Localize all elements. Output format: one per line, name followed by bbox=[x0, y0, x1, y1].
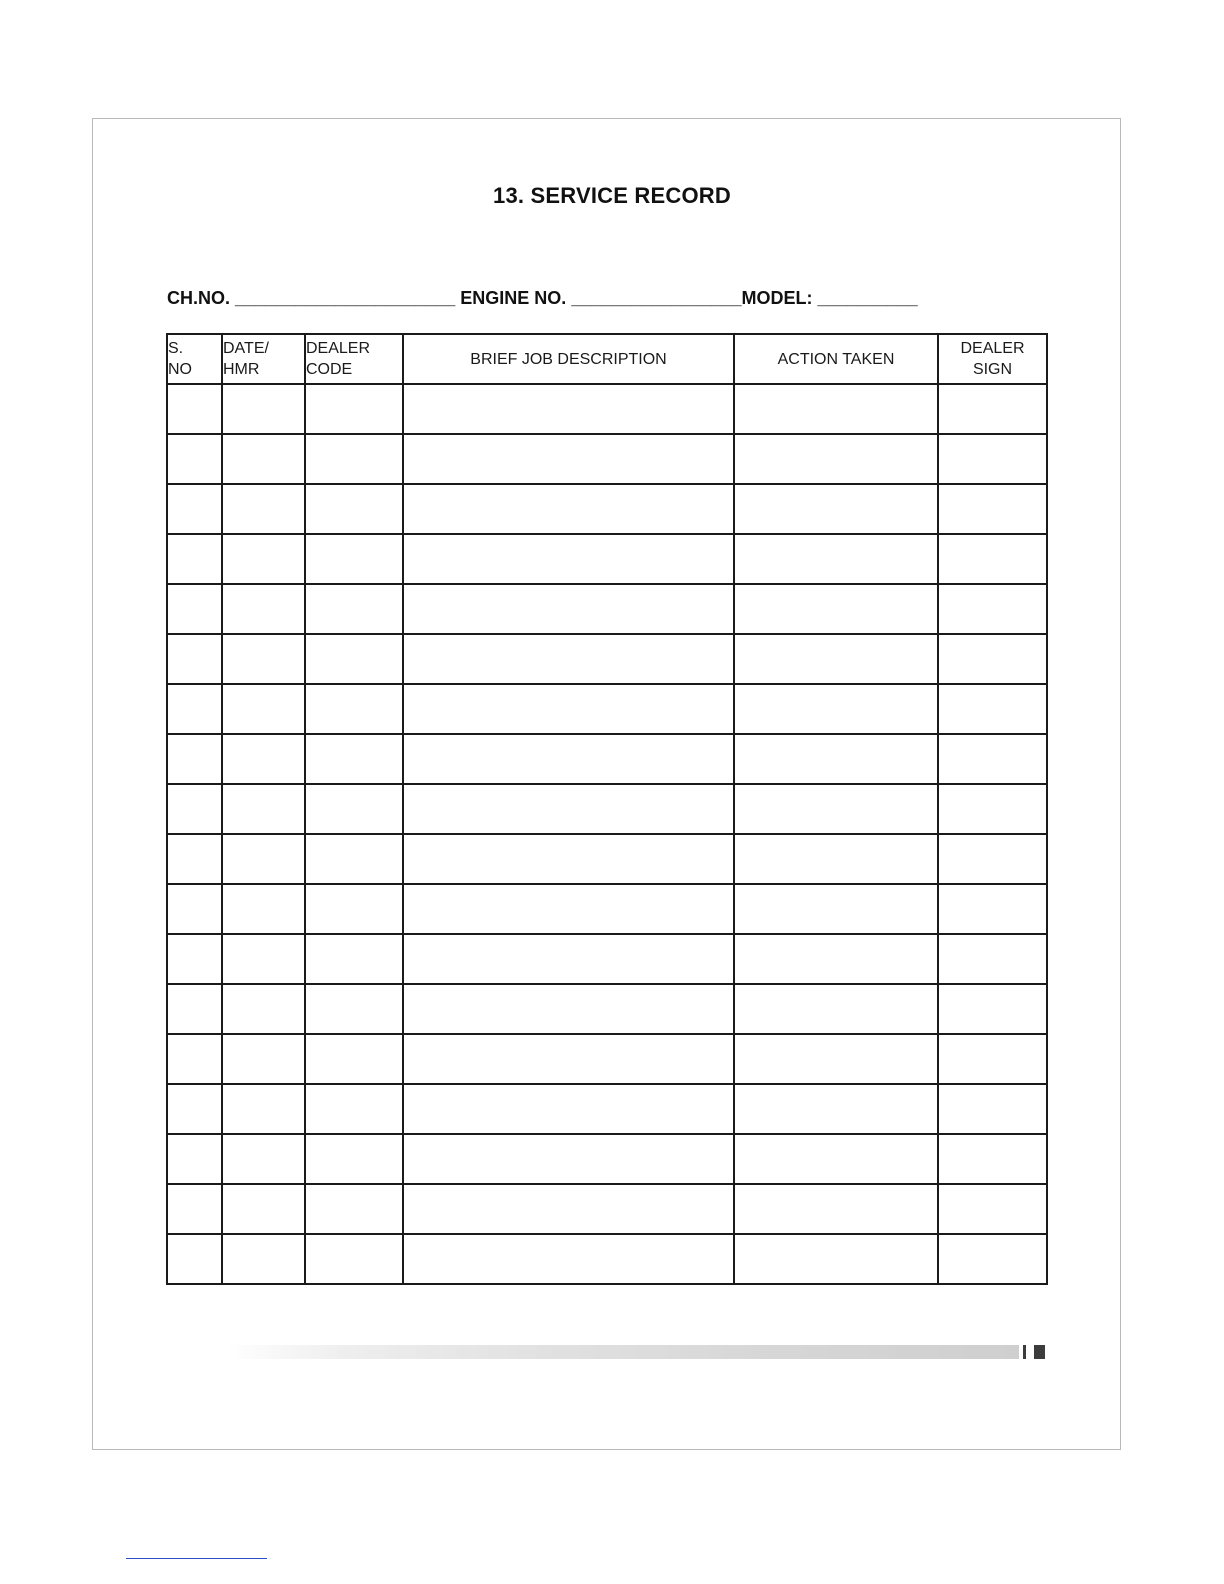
cell-action-taken[interactable] bbox=[734, 684, 938, 734]
footer-bar-mark bbox=[1034, 1345, 1045, 1359]
cell-dealer-code[interactable] bbox=[305, 684, 403, 734]
cell-date-hmr[interactable] bbox=[222, 934, 305, 984]
cell-s-no[interactable] bbox=[167, 584, 222, 634]
cell-date-hmr[interactable] bbox=[222, 734, 305, 784]
cell-dealer-code[interactable] bbox=[305, 584, 403, 634]
cell-dealer-code[interactable] bbox=[305, 384, 403, 434]
cell-date-hmr[interactable] bbox=[222, 584, 305, 634]
cell-dealer-code[interactable] bbox=[305, 534, 403, 584]
cell-s-no[interactable] bbox=[167, 684, 222, 734]
cell-dealer-sign[interactable] bbox=[938, 384, 1047, 434]
header-fields bbox=[167, 288, 1047, 309]
column-header-date-hmr: DATE/ HMR bbox=[222, 334, 305, 384]
cell-s-no[interactable] bbox=[167, 384, 222, 434]
cell-date-hmr[interactable] bbox=[222, 484, 305, 534]
table-row bbox=[167, 434, 1047, 484]
table-row bbox=[167, 984, 1047, 1034]
ch-no-label: CH.NO. bbox=[167, 288, 230, 308]
cell-action-taken[interactable] bbox=[734, 834, 938, 884]
column-header-dealer-sign: DEALER SIGN bbox=[938, 334, 1047, 384]
engine-no-field[interactable]: _________________ bbox=[571, 288, 742, 308]
table-body bbox=[167, 384, 1047, 1284]
table-row bbox=[167, 1034, 1047, 1084]
column-header-dealer-code: DEALER CODE bbox=[305, 334, 403, 384]
cell-s-no[interactable] bbox=[167, 1134, 222, 1184]
cell-action-taken[interactable] bbox=[734, 784, 938, 834]
cell-s-no[interactable] bbox=[167, 884, 222, 934]
cell-action-taken[interactable] bbox=[734, 384, 938, 434]
cell-dealer-code[interactable] bbox=[305, 1184, 403, 1234]
cell-description[interactable] bbox=[403, 1084, 734, 1134]
table-row bbox=[167, 884, 1047, 934]
cell-description[interactable] bbox=[403, 984, 734, 1034]
cell-dealer-sign[interactable] bbox=[938, 634, 1047, 684]
cell-dealer-sign[interactable] bbox=[938, 584, 1047, 634]
model-field[interactable]: __________ bbox=[817, 288, 918, 308]
cell-date-hmr[interactable] bbox=[222, 684, 305, 734]
cell-action-taken[interactable] bbox=[734, 734, 938, 784]
cell-s-no[interactable] bbox=[167, 634, 222, 684]
cell-dealer-code[interactable] bbox=[305, 834, 403, 884]
ch-no-field[interactable]: ______________________ bbox=[235, 288, 456, 308]
cell-date-hmr[interactable] bbox=[222, 534, 305, 584]
cell-description[interactable] bbox=[403, 1134, 734, 1184]
cell-date-hmr[interactable] bbox=[222, 1134, 305, 1184]
footer-gradient-bar bbox=[226, 1345, 1019, 1359]
table-row bbox=[167, 684, 1047, 734]
cell-s-no[interactable] bbox=[167, 734, 222, 784]
cell-date-hmr[interactable] bbox=[222, 884, 305, 934]
cell-dealer-sign[interactable] bbox=[938, 784, 1047, 834]
cell-dealer-sign[interactable] bbox=[938, 984, 1047, 1034]
cell-description[interactable] bbox=[403, 784, 734, 834]
table-row bbox=[167, 934, 1047, 984]
cell-action-taken[interactable] bbox=[734, 984, 938, 1034]
cell-action-taken[interactable] bbox=[734, 1034, 938, 1084]
cell-dealer-sign[interactable] bbox=[938, 1134, 1047, 1184]
cell-action-taken[interactable] bbox=[734, 634, 938, 684]
cell-action-taken[interactable] bbox=[734, 1134, 938, 1184]
cell-dealer-code[interactable] bbox=[305, 1234, 403, 1284]
cell-dealer-code[interactable] bbox=[305, 934, 403, 984]
cell-dealer-code[interactable] bbox=[305, 1034, 403, 1084]
cell-description[interactable] bbox=[403, 484, 734, 534]
column-header-description: BRIEF JOB DESCRIPTION bbox=[403, 334, 734, 384]
cell-s-no[interactable] bbox=[167, 984, 222, 1034]
cell-description[interactable] bbox=[403, 684, 734, 734]
cell-dealer-sign[interactable] bbox=[938, 1234, 1047, 1284]
cell-description[interactable] bbox=[403, 934, 734, 984]
cell-date-hmr[interactable] bbox=[222, 1084, 305, 1134]
footer-bar-mark bbox=[1023, 1345, 1026, 1359]
cell-description[interactable] bbox=[403, 634, 734, 684]
cell-action-taken[interactable] bbox=[734, 934, 938, 984]
cell-dealer-sign[interactable] bbox=[938, 1034, 1047, 1084]
footer-underline bbox=[126, 1558, 267, 1559]
cell-dealer-sign[interactable] bbox=[938, 934, 1047, 984]
engine-no-label: ENGINE NO. bbox=[460, 288, 567, 308]
table-row bbox=[167, 1134, 1047, 1184]
cell-date-hmr[interactable] bbox=[222, 1184, 305, 1234]
cell-s-no[interactable] bbox=[167, 834, 222, 884]
cell-dealer-code[interactable] bbox=[305, 484, 403, 534]
cell-description[interactable] bbox=[403, 434, 734, 484]
table-header-row bbox=[167, 334, 1047, 384]
cell-date-hmr[interactable] bbox=[222, 834, 305, 884]
cell-dealer-sign[interactable] bbox=[938, 534, 1047, 584]
cell-s-no[interactable] bbox=[167, 784, 222, 834]
service-record-table bbox=[166, 333, 1048, 1285]
cell-dealer-code[interactable] bbox=[305, 984, 403, 1034]
cell-date-hmr[interactable] bbox=[222, 434, 305, 484]
cell-dealer-code[interactable] bbox=[305, 434, 403, 484]
cell-dealer-code[interactable] bbox=[305, 1134, 403, 1184]
cell-action-taken[interactable] bbox=[734, 534, 938, 584]
cell-action-taken[interactable] bbox=[734, 1084, 938, 1134]
cell-action-taken[interactable] bbox=[734, 1184, 938, 1234]
cell-dealer-sign[interactable] bbox=[938, 734, 1047, 784]
cell-action-taken[interactable] bbox=[734, 1234, 938, 1284]
cell-s-no[interactable] bbox=[167, 1084, 222, 1134]
cell-dealer-sign[interactable] bbox=[938, 434, 1047, 484]
cell-dealer-sign[interactable] bbox=[938, 484, 1047, 534]
cell-date-hmr[interactable] bbox=[222, 784, 305, 834]
cell-s-no[interactable] bbox=[167, 434, 222, 484]
table-row bbox=[167, 834, 1047, 884]
cell-description[interactable] bbox=[403, 884, 734, 934]
cell-dealer-code[interactable] bbox=[305, 784, 403, 834]
column-header-s-no: S. NO bbox=[167, 334, 222, 384]
cell-s-no[interactable] bbox=[167, 1184, 222, 1234]
cell-dealer-code[interactable] bbox=[305, 884, 403, 934]
cell-description[interactable] bbox=[403, 584, 734, 634]
cell-s-no[interactable] bbox=[167, 1234, 222, 1284]
table-row bbox=[167, 1084, 1047, 1134]
cell-date-hmr[interactable] bbox=[222, 1034, 305, 1084]
cell-s-no[interactable] bbox=[167, 484, 222, 534]
cell-dealer-code[interactable] bbox=[305, 734, 403, 784]
table-row bbox=[167, 384, 1047, 434]
column-header-action-taken: ACTION TAKEN bbox=[734, 334, 938, 384]
table-row bbox=[167, 584, 1047, 634]
cell-date-hmr[interactable] bbox=[222, 634, 305, 684]
cell-action-taken[interactable] bbox=[734, 434, 938, 484]
cell-dealer-sign[interactable] bbox=[938, 1084, 1047, 1134]
cell-s-no[interactable] bbox=[167, 934, 222, 984]
cell-description[interactable] bbox=[403, 1234, 734, 1284]
table-row bbox=[167, 734, 1047, 784]
cell-description[interactable] bbox=[403, 534, 734, 584]
table-row bbox=[167, 534, 1047, 584]
cell-description[interactable] bbox=[403, 1184, 734, 1234]
cell-dealer-sign[interactable] bbox=[938, 684, 1047, 734]
cell-s-no[interactable] bbox=[167, 534, 222, 584]
cell-description[interactable] bbox=[403, 834, 734, 884]
cell-dealer-sign[interactable] bbox=[938, 834, 1047, 884]
cell-date-hmr[interactable] bbox=[222, 984, 305, 1034]
table-row bbox=[167, 634, 1047, 684]
cell-description[interactable] bbox=[403, 384, 734, 434]
cell-description[interactable] bbox=[403, 734, 734, 784]
table-row bbox=[167, 784, 1047, 834]
table-row bbox=[167, 484, 1047, 534]
cell-s-no[interactable] bbox=[167, 1034, 222, 1084]
cell-dealer-code[interactable] bbox=[305, 634, 403, 684]
table-row bbox=[167, 1184, 1047, 1234]
cell-action-taken[interactable] bbox=[734, 584, 938, 634]
cell-dealer-sign[interactable] bbox=[938, 1184, 1047, 1234]
cell-description[interactable] bbox=[403, 1034, 734, 1084]
cell-dealer-sign[interactable] bbox=[938, 884, 1047, 934]
model-label: MODEL: bbox=[741, 288, 813, 308]
cell-dealer-code[interactable] bbox=[305, 1084, 403, 1134]
cell-action-taken[interactable] bbox=[734, 484, 938, 534]
table-row bbox=[167, 1234, 1047, 1284]
cell-date-hmr[interactable] bbox=[222, 1234, 305, 1284]
cell-date-hmr[interactable] bbox=[222, 384, 305, 434]
page-title: 13. SERVICE RECORD bbox=[493, 183, 731, 208]
cell-action-taken[interactable] bbox=[734, 884, 938, 934]
